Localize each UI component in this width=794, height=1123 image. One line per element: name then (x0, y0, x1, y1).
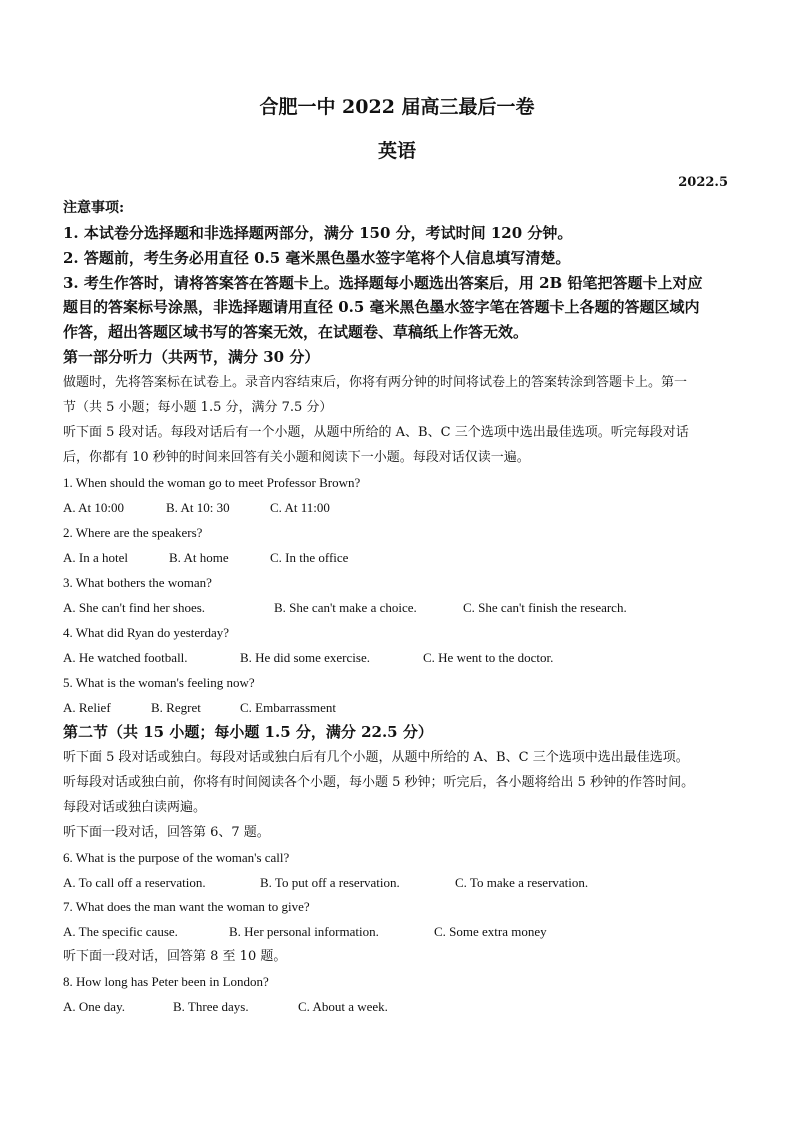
notice-line: 作答，超出答题区域书写的答案无效，在试题卷、草稿纸上作答无效。 (63, 323, 529, 341)
option-c: C. In the office (270, 550, 349, 565)
notice-line: 1. 本试卷分选择题和非选择题两部分，满分 150 分，考试时间 120 分钟。 (63, 224, 573, 242)
option-b: B. At home (169, 550, 229, 565)
exam-title: 合肥一中 2022 届高三最后一卷 (259, 96, 535, 118)
option-c: C. He went to the doctor. (423, 650, 554, 665)
section2-heading: 第二节（共 15 小题；每小题 1.5 分，满分 22.5 分） (63, 723, 433, 741)
question-stem: 4. What did Ryan do yesterday? (63, 625, 230, 640)
section2-intro-line: 每段对话或独白读两遍。 (63, 800, 207, 815)
question-stem: 8. How long has Peter been in London? (63, 974, 269, 989)
question-stem: 3. What bothers the woman? (63, 575, 212, 590)
option-b: B. Her personal information. (229, 924, 379, 939)
option-a: A. In a hotel (63, 550, 128, 565)
part1-intro-line: 做题时，先将答案标在试卷上。录音内容结束后，你将有两分钟的时间将试卷上的答案转涂到答题卡上。第一 (63, 375, 688, 390)
part1-intro-line: 节（共 5 小题；每小题 1.5 分，满分 7.5 分） (63, 400, 333, 415)
part1-intro-line: 听下面 5 段对话。每段对话后有一个小题，从题中所给的 A、B、C 三个选项中选出最佳选项。听完每段对话 (63, 425, 689, 440)
option-c: C. She can't finish the research. (463, 600, 627, 615)
option-b: B. She can't make a choice. (274, 600, 417, 615)
notice-line: 题目的答案标号涂黑，非选择题请用直径 0.5 毫米黑色墨水签字笔在答题卡上各题的答题区域内 (63, 298, 700, 316)
option-a: A. She can't find her shoes. (63, 600, 206, 615)
notice-line: 2. 答题前，考生务必用直径 0.5 毫米黑色墨水签字笔将个人信息填写清楚。 (63, 249, 571, 267)
part1-intro-line: 后，你都有 10 秒钟的时间来回答有关小题和阅读下一小题。每段对话仅读一遍。 (63, 450, 530, 465)
subject-title: 英语 (377, 140, 416, 162)
group-instruction: 听下面一段对话，回答第 8 至 10 题。 (63, 949, 287, 964)
question-stem: 5. What is the woman's feeling now? (63, 675, 255, 690)
option-c: C. Embarrassment (240, 700, 337, 715)
section2-intro-line: 听下面 5 段对话或独白。每段对话或独白后有几个小题，从题中所给的 A、B、C 三个选项中选出最佳选项。 (63, 750, 689, 765)
option-a: A. One day. (63, 999, 125, 1014)
notice-line: 3. 考生作答时，请将答案答在答题卡上。选择题每小题选出答案后，用 2B 铅笔把答题卡上对应 (63, 274, 703, 292)
question-stem: 1. When should the woman go to meet Professor Brown? (63, 475, 361, 490)
notice-heading: 注意事项: (63, 200, 125, 216)
option-a: A. To call off a reservation. (63, 875, 206, 890)
option-a: A. At 10:00 (63, 500, 125, 515)
option-b: B. At 10: 30 (166, 500, 230, 515)
question-stem: 7. What does the man want the woman to give? (63, 899, 310, 914)
option-a: A. Relief (63, 700, 111, 715)
option-c: C. About a week. (298, 999, 388, 1014)
option-a: A. The specific cause. (63, 924, 178, 939)
option-c: C. To make a reservation. (455, 875, 589, 890)
option-b: B. To put off a reservation. (260, 875, 400, 890)
exam-date: 2022.5 (678, 175, 728, 190)
option-b: B. He did some exercise. (240, 650, 370, 665)
option-b: B. Regret (151, 700, 201, 715)
part1-heading: 第一部分听力（共两节，满分 30 分） (63, 348, 320, 366)
option-c: C. Some extra money (434, 924, 547, 939)
question-stem: 6. What is the purpose of the woman's call? (63, 850, 290, 865)
option-a: A. He watched football. (63, 650, 188, 665)
option-c: C. At 11:00 (270, 500, 330, 515)
group-instruction: 听下面一段对话，回答第 6、7 题。 (63, 825, 270, 840)
option-b: B. Three days. (173, 999, 249, 1014)
question-stem: 2. Where are the speakers? (63, 525, 203, 540)
section2-intro-line: 听每段对话或独白前，你将有时间阅读各个小题，每小题 5 秒钟；听完后，各小题将给出 5 秒钟的作答时间。 (63, 775, 695, 790)
